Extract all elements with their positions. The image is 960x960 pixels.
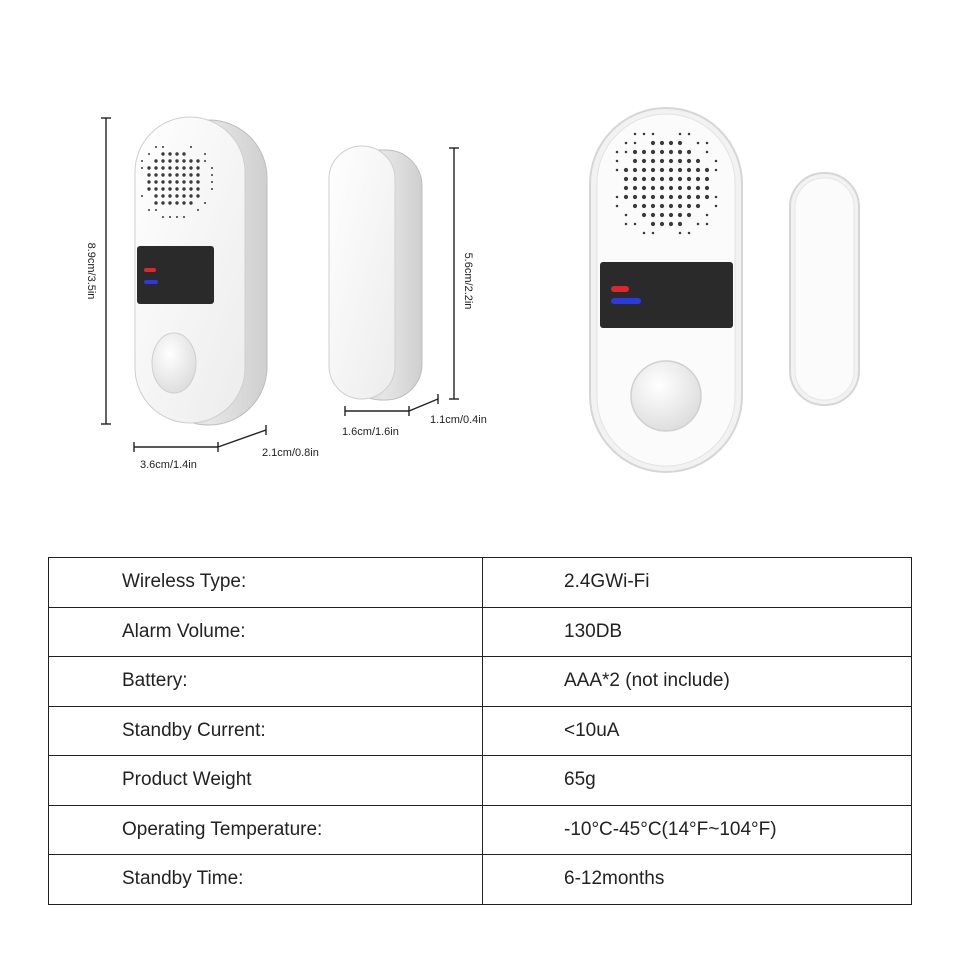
spec-label: Wireless Type: (49, 558, 483, 608)
sensor-side-view (329, 146, 422, 400)
spec-label: Standby Time: (49, 855, 483, 905)
table-row (49, 607, 912, 657)
indicator-panel (137, 246, 214, 304)
red-led (611, 286, 629, 292)
spec-label: Product Weight (49, 756, 483, 806)
spec-value: -10°C-45°C(14°F~104°F) (483, 805, 912, 855)
blue-led (144, 280, 158, 284)
spec-value: 6-12months (483, 855, 912, 905)
table-row (49, 756, 912, 806)
alarm-button (152, 333, 196, 393)
spec-label: Standby Current: (49, 706, 483, 756)
blue-led (611, 298, 641, 304)
table-row (49, 558, 912, 608)
spec-value: <10uA (483, 706, 912, 756)
spec-table (48, 557, 912, 905)
indicator-panel (600, 262, 733, 328)
table-row (49, 706, 912, 756)
spec-value: 65g (483, 756, 912, 806)
table-row (49, 805, 912, 855)
spec-value: AAA*2 (not include) (483, 657, 912, 707)
spec-label: Alarm Volume: (49, 607, 483, 657)
table-row (49, 855, 912, 905)
spec-value: 2.4GWi-Fi (483, 558, 912, 608)
red-led (144, 268, 156, 272)
sensor-depth-label: 1.1cm/0.4in (430, 414, 487, 426)
spec-label: Battery: (49, 657, 483, 707)
hub-front-view (590, 108, 742, 472)
spec-label: Operating Temperature: (49, 805, 483, 855)
sensor-width-label: 1.6cm/1.6in (342, 426, 399, 438)
hub-width-label: 3.6cm/1.4in (140, 459, 197, 471)
table-row (49, 657, 912, 707)
sensor-height-label: 5.6cm/2.2in (462, 252, 474, 310)
spec-value: 130DB (483, 607, 912, 657)
sensor-front-view (790, 173, 859, 405)
hub-side-view (135, 117, 267, 425)
alarm-button (631, 361, 701, 431)
hub-depth-label: 2.1cm/0.8in (262, 447, 319, 459)
hub-height-label: 8.9cm/3.5in (85, 242, 97, 300)
